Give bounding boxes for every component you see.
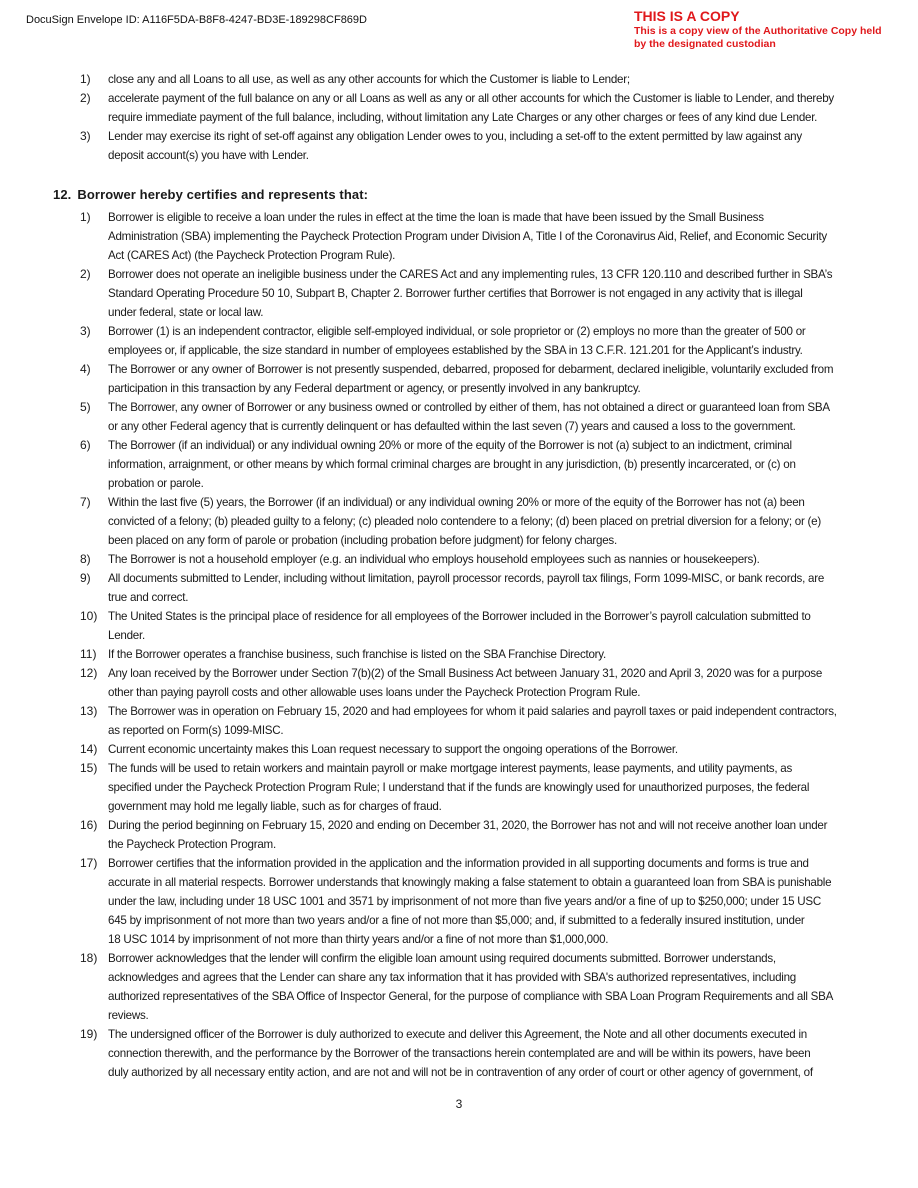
docusign-envelope-id: DocuSign Envelope ID: A116F5DA-B8F8-4247-BD3E-189298CF869D [26, 14, 367, 26]
item-text [108, 550, 874, 569]
item-text [108, 702, 874, 740]
section-title: Borrower hereby certifies and represents that: [77, 187, 369, 202]
item-text-line: During the period beginning on February 15, 2020 and ending on December 31, 2020, the Borrower has not and will not receive another loan under [108, 819, 828, 832]
item-number: 1) [80, 72, 91, 86]
item-text-line: under federal, state or local law. [108, 306, 264, 319]
item-text [108, 265, 874, 322]
item-text-line: The funds will be used to retain workers and maintain payroll or make mortgage interest payments, lease payments, and utility payments, as [108, 762, 793, 775]
list-item [0, 89, 918, 127]
item-text [108, 70, 874, 89]
item-text-line: the Paycheck Protection Program. [108, 838, 276, 851]
item-number: 9) [80, 571, 91, 585]
item-text-line: Act (CARES Act) (the Paycheck Protection Program Rule). [108, 249, 396, 262]
section-heading [53, 187, 368, 202]
item-text [108, 664, 874, 702]
item-number: 6) [80, 438, 91, 452]
item-text-line: All documents submitted to Lender, including without limitation, payroll processor records, payroll tax filings, Form 1099-MISC, or bank records, are [108, 572, 825, 585]
item-number: 10) [80, 609, 98, 623]
item-text-line: The United States is the principal place of residence for all employees of the Borrower included in the Borrower’s payroll calculation submitted to [108, 610, 811, 623]
item-text-line: connection therewith, and the performance by the Borrower of the transactions herein contemplated are and will be within its powers, have been [108, 1047, 811, 1060]
list-item [0, 360, 918, 398]
copy-notice-line-1: This is a copy view of the Authoritative Copy held [634, 25, 882, 37]
item-number: 1) [80, 210, 91, 224]
item-text-line: Lender may exercise its right of set-off against any obligation Lender owes to you, including a set-off to the extent permitted by law against any [108, 130, 802, 143]
item-text [108, 89, 874, 127]
item-text-line: participation in this transaction by any Federal department or agency, or presently involved in any bankruptcy. [108, 382, 641, 395]
item-text-line: Lender. [108, 629, 145, 642]
certifications-list [0, 208, 918, 1082]
item-text-line: require immediate payment of the full balance, including, without limitation any Late Charges or any other charges or fees of any kind due Lender. [108, 111, 818, 124]
page-number: 3 [455, 1097, 463, 1111]
item-text [108, 949, 874, 1025]
item-text-line: Borrower certifies that the information provided in the application and the information provided in all supporting documents and forms is true and [108, 857, 809, 870]
item-text-line: Any loan received by the Borrower under Section 7(b)(2) of the Small Business Act between January 31, 2020 and April 3, 2020 was for a purpose [108, 667, 823, 680]
item-text-line: 18 USC 1014 by imprisonment of not more than thirty years and/or a fine of not more than $1,000,000. [108, 933, 609, 946]
item-text [108, 607, 874, 645]
list-item [0, 208, 918, 265]
item-text-line: Borrower acknowledges that the lender will confirm the eligible loan amount using required documents submitted. Borrower understands, [108, 952, 776, 965]
item-text [108, 816, 874, 854]
item-text-line: The Borrower or any owner of Borrower is not presently suspended, debarred, proposed for debarment, declared ineligible, voluntarily excluded from [108, 363, 834, 376]
item-text-line: Within the last five (5) years, the Borrower (if an individual) or any individual owning 20% or more of the equity of the Borrower has not (a) been [108, 496, 805, 509]
list-item [0, 740, 918, 759]
list-item [0, 127, 918, 165]
item-text-line: specified under the Paycheck Protection Program Rule; I understand that if the funds are knowingly used for unauthorized purposes, the federal [108, 781, 810, 794]
item-text-line: If the Borrower operates a franchise business, such franchise is listed on the SBA Franchise Directory. [108, 648, 606, 661]
item-text-line: other than paying payroll costs and other allowable uses loans under the Paycheck Protection Program Rule. [108, 686, 641, 699]
item-text-line: employees or, if applicable, the size standard in number of employees established by the SBA in 13 C.F.R. 121.201 for the Applicant’s industry. [108, 344, 803, 357]
item-text-line: The Borrower was in operation on February 15, 2020 and had employees for whom it paid salaries and payroll taxes or paid independent contractors, [108, 705, 837, 718]
item-text-line: 645 by imprisonment of not more than two years and/or a fine of not more than $5,000; and, if submitted to a federally insured institution, under [108, 914, 805, 927]
item-text-line: Administration (SBA) implementing the Paycheck Protection Program under Division A, Title I of the Coronavirus Aid, Relief, and Economic Security [108, 230, 827, 243]
item-text-line: The Borrower, any owner of Borrower or any business owned or controlled by either of them, has not obtained a direct or guaranteed loan from SBA [108, 401, 830, 414]
item-text-line: true and correct. [108, 591, 189, 604]
item-text-line: or any other Federal agency that is currently delinquent or has defaulted within the last seven (7) years and caused a loss to the government. [108, 420, 796, 433]
copy-notice [634, 8, 918, 51]
item-text [108, 322, 874, 360]
list-item [0, 569, 918, 607]
list-item [0, 854, 918, 949]
list-item [0, 759, 918, 816]
item-number: 11) [80, 647, 97, 661]
copy-notice-line-2: by the designated custodian [634, 38, 776, 50]
item-text-line: accelerate payment of the full balance on any or all Loans as well as any or all other accounts for which the Customer is liable to Lender, and thereby [108, 92, 834, 105]
list-item [0, 1025, 918, 1082]
list-item [0, 398, 918, 436]
item-number: 12) [80, 666, 98, 680]
item-number: 15) [80, 761, 98, 775]
item-text [108, 398, 874, 436]
item-number: 13) [80, 704, 98, 718]
item-text [108, 759, 874, 816]
item-text-line: accurate in all material respects. Borrower understands that knowingly making a false statement to obtain a guaranteed loan from SBA is punishable [108, 876, 832, 889]
item-text-line: Borrower (1) is an independent contractor, eligible self-employed individual, or sole proprietor or (2) employs no more than the greater of 500 or [108, 325, 806, 338]
item-number: 8) [80, 552, 91, 566]
list-item [0, 645, 918, 664]
item-text-line: duly authorized by all necessary entity action, and are not and will not be in contravention of any order of court or other agency of government, of [108, 1066, 813, 1079]
item-number: 3) [80, 129, 91, 143]
list-item [0, 949, 918, 1025]
item-text [108, 360, 874, 398]
item-number: 14) [80, 742, 98, 756]
item-text-line: Borrower does not operate an ineligible business under the CARES Act and any implementing rules, 13 CFR 120.110 and described further in SBA’s [108, 268, 833, 281]
item-text [108, 569, 874, 607]
item-text-line: information, arraignment, or other means by which formal criminal charges are brought in any jurisdiction, (b) presently incarcerated, or (c) on [108, 458, 796, 471]
copy-notice-title: THIS IS A COPY [634, 8, 740, 24]
item-text-line: deposit account(s) you have with Lender. [108, 149, 309, 162]
item-text-line: probation or parole. [108, 477, 204, 490]
list-item [0, 550, 918, 569]
item-text-line: as reported on Form(s) 1099-MISC. [108, 724, 284, 737]
item-text-line: close any and all Loans to all use, as well as any other accounts for which the Customer is liable to Lender; [108, 73, 630, 86]
item-number: 7) [80, 495, 91, 509]
list-item [0, 702, 918, 740]
list-item [0, 322, 918, 360]
item-number: 19) [80, 1027, 98, 1041]
item-number: 3) [80, 324, 91, 338]
item-text-line: been placed on any form of parole or probation (including probation before judgment) for felony charges. [108, 534, 617, 547]
item-number: 16) [80, 818, 98, 832]
item-text [108, 854, 874, 949]
item-text-line: under the law, including under 18 USC 1001 and 3571 by imprisonment of not more than five years and/or a fine of up to $250,000; under 15 USC [108, 895, 822, 908]
item-text-line: acknowledges and agrees that the Lender can share any tax information that it has provided with SBA's authorized representatives, including [108, 971, 796, 984]
list-item [0, 493, 918, 550]
item-text [108, 436, 874, 493]
list-item [0, 607, 918, 645]
list-item [0, 265, 918, 322]
item-text [108, 645, 874, 664]
item-text [108, 127, 874, 165]
item-text-line: The undersigned officer of the Borrower is duly authorized to execute and deliver this Agreement, the Note and all other documents executed in [108, 1028, 807, 1041]
list-item [0, 436, 918, 493]
item-text-line: The Borrower is not a household employer (e.g. an individual who employs household employees such as nannies or housekeepers). [108, 553, 760, 566]
item-text [108, 493, 874, 550]
item-text-line: government may hold me legally liable, such as for charges of fraud. [108, 800, 442, 813]
item-text-line: authorized representatives of the SBA Office of Inspector General, for the purpose of compliance with SBA Loan Program Requirements and all SBA [108, 990, 834, 1003]
item-text-line: Borrower is eligible to receive a loan under the rules in effect at the time the loan is made that have been issued by the Small Business [108, 211, 764, 224]
item-text [108, 740, 874, 759]
item-number: 2) [80, 267, 91, 281]
remedies-list [0, 70, 918, 165]
list-item [0, 664, 918, 702]
list-item [0, 816, 918, 854]
item-number: 4) [80, 362, 91, 376]
item-text-line: The Borrower (if an individual) or any individual owning 20% or more of the equity of the Borrower is not (a) subject to an indictment, criminal [108, 439, 792, 452]
item-text-line: convicted of a felony; (b) pleaded guilty to a felony; (c) pleaded nolo contendere to a felony; (d) been placed on pretrial diversion for a felony; or (e) [108, 515, 821, 528]
item-number: 2) [80, 91, 91, 105]
item-number: 17) [80, 856, 98, 870]
list-item [0, 70, 918, 89]
section-number: 12. [53, 187, 72, 202]
item-text-line: Current economic uncertainty makes this Loan request necessary to support the ongoing operations of the Borrower. [108, 743, 678, 756]
item-text [108, 208, 874, 265]
item-number: 5) [80, 400, 91, 414]
item-text-line: reviews. [108, 1009, 149, 1022]
item-number: 18) [80, 951, 98, 965]
item-text-line: Standard Operating Procedure 50 10, Subpart B, Chapter 2. Borrower further certifies that Borrower is not engaged in any activity that is illegal [108, 287, 803, 300]
item-text [108, 1025, 874, 1082]
